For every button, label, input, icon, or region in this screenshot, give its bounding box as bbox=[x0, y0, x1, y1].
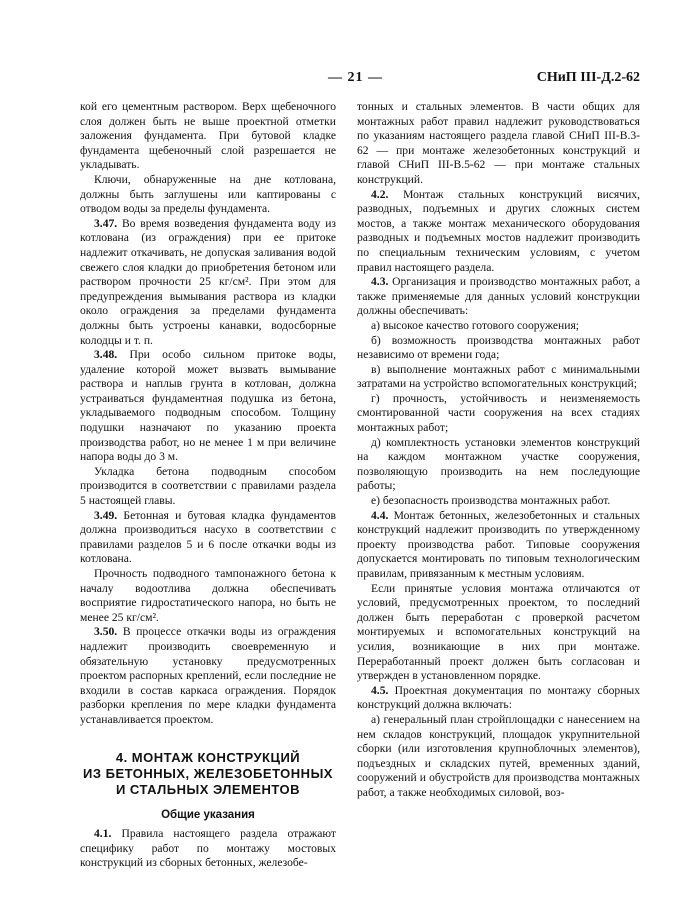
document-code: СНиП III-Д.2-62 bbox=[536, 70, 640, 85]
page-number: — 21 — bbox=[328, 70, 383, 85]
paragraph-3-47 bbox=[80, 217, 336, 348]
clause-number: 4.2. bbox=[371, 187, 389, 201]
list-item: а) генеральный план стройплощадки с нанесением на нем складов конструкций, площадок укрупнительной сборки (или изготовления крупноблочных элементов), подъездных и складских путей, временных зданий, сооружений и обустройств для производства монтажных работ, а также необходимых силовой, воз- bbox=[357, 712, 640, 799]
clause-number: 4.5. bbox=[371, 683, 389, 697]
clause-text: Монтаж бетонных, железобетонных и стальных конструкций надлежит производить по утвержденному проекту производства работ. Типовые сооружения допускается монтировать по типовым технологическим правилам, привязанным к местным условиям. bbox=[357, 508, 640, 580]
page-header bbox=[120, 70, 640, 92]
clause-text: Организация и производство монтажных работ, а также применяемые для данных условий конструкции должны обеспечивать: bbox=[357, 275, 640, 318]
clause-text: Монтаж стальных конструкций висячих, разводных, подъемных и других сложных систем мостов, а также монтаж механического оборудования разводных и подъемных мостов надлежит производить по специальным техническим условиям, с учетом правил настоящего раздела. bbox=[357, 187, 640, 274]
clause-text: Во время возведения фундамента воду из котлована (из ограждения) при ее притоке надлежит откачивать, не допуская заливания водой свежего слоя кладки до приобретения бетоном или раствором прочности 25 кг/см². При этом для предупреждения вымывания раствора из кладки около ограждения за пределами фундамента должны быть устроены канавки, водосборные колодцы и т. п. bbox=[80, 216, 336, 347]
clause-number: 3.49. bbox=[94, 508, 118, 522]
list-item: д) комплектность установки элементов конструкций на каждом монтажном участке сооружения, позволяющую производить на нем последующие работы; bbox=[357, 435, 640, 493]
list-item: а) высокое качество готового сооружения; bbox=[371, 318, 580, 332]
section-title-line: 4. МОНТАЖ КОНСТРУКЦИЙ bbox=[115, 749, 301, 765]
clause-number: 3.47. bbox=[94, 216, 118, 230]
paragraph-3-50 bbox=[80, 625, 336, 727]
clause-text: Правила настоящего раздела отражают специфику работ по монтажу мостовых конструкций из сборных бетонных, железобе- bbox=[80, 827, 336, 870]
list-item: в) выполнение монтажных работ с минимальными затратами на устройство вспомогательных конструкций; bbox=[357, 362, 640, 391]
right-column bbox=[357, 100, 640, 801]
list-item: б) возможность производства монтажных работ независимо от времени года; bbox=[357, 333, 640, 362]
paragraph-4-4 bbox=[357, 509, 640, 582]
paragraph: кой его цементным раствором. Верх щебеночного слоя должен быть не выше проектной отметки заложения фундамента. При бутовой кладке фундамента щебеночный слой разрешается не укладывать. bbox=[80, 100, 336, 172]
paragraph-3-49 bbox=[80, 509, 336, 567]
paragraph-3-48 bbox=[80, 348, 336, 465]
clause-number: 3.50. bbox=[94, 625, 118, 639]
paragraph-4-1 bbox=[80, 827, 336, 871]
clause-number: 4.1. bbox=[94, 827, 112, 841]
paragraph: Прочность подводного тампонажного бетона к началу водоотлива должна обеспечивать восприятие гидростатического напора, но быть не менее 25 кг/см². bbox=[80, 567, 336, 624]
paragraph: Укладка бетона подводным способом производится в соответствии с правилами раздела 5 настоящей главы. bbox=[80, 464, 336, 508]
clause-text: В процессе откачки воды из ограждения надлежит производить своевременную и обязательную установку предусмотренных проектом распорных креплений, если последние не входили в состав каркаса ограждения. Порядок разборки крепления по мере кладки фундамента устанавливается проектом. bbox=[80, 625, 336, 726]
left-column bbox=[80, 100, 336, 871]
paragraph-4-3 bbox=[357, 275, 640, 319]
clause-text: Бетонная и бутовая кладка фундаментов должна производиться насухо в соответствии с правилами разделов 5 и 6 после откачки воды из котлована. bbox=[80, 508, 336, 566]
paragraph-4-2 bbox=[357, 188, 640, 276]
clause-text: Проектная документация по монтажу сборных конструкций должна включать: bbox=[357, 683, 640, 712]
list-item: е) безопасность производства монтажных работ. bbox=[371, 494, 611, 508]
clause-number: 3.48. bbox=[94, 348, 118, 362]
clause-number: 4.3. bbox=[371, 275, 389, 289]
clause-number: 4.4. bbox=[371, 508, 389, 522]
paragraph: тонных и стальных элементов. В части общих для монтажных работ правил надлежит руководствоваться по указаниям настоящего раздела главой СНиП III-В.3-62 — при монтаже железобетонных конструкций и главой СНиП III-В.5-62 — при монтаже стальных конструкций. bbox=[357, 100, 640, 186]
section-title-line: ИЗ БЕТОННЫХ, ЖЕЛЕЗОБЕТОННЫХ bbox=[83, 765, 333, 781]
paragraph: Если принятые условия монтажа отличаются от условий, предусмотренных проектом, то последний должен быть переработан с проверкой расчетом монтируемых и вспомогательных конструкций на усилия, возникающие в них при монтаже. Переработанный проект должен быть согласован и утвержден в установленном порядке. bbox=[357, 581, 640, 683]
section-title bbox=[80, 750, 336, 798]
subheading: Общие указания bbox=[161, 808, 255, 821]
section-title-line: И СТАЛЬНЫХ ЭЛЕМЕНТОВ bbox=[115, 781, 301, 797]
paragraph: Ключи, обнаруженные на дне котлована, должны быть заглушены или каптированы с отводом воды за пределы фундамента. bbox=[80, 172, 336, 216]
clause-text: При особо сильном притоке воды, удаление которой может вызвать вымывание раствора и наплыв грунта в котлован, должна устраиваться фундаментная подушка из бетона, укладываемого подводным способом. Толщину подушки назначают по указанию проекта производства работ, но не менее 1 м при величине напора воды до 3 м. bbox=[80, 348, 336, 464]
list-item: г) прочность, устойчивость и неизменяемость смонтированной части сооружения на всех стадиях монтажных работ; bbox=[357, 391, 640, 435]
paragraph-4-5 bbox=[357, 684, 640, 713]
